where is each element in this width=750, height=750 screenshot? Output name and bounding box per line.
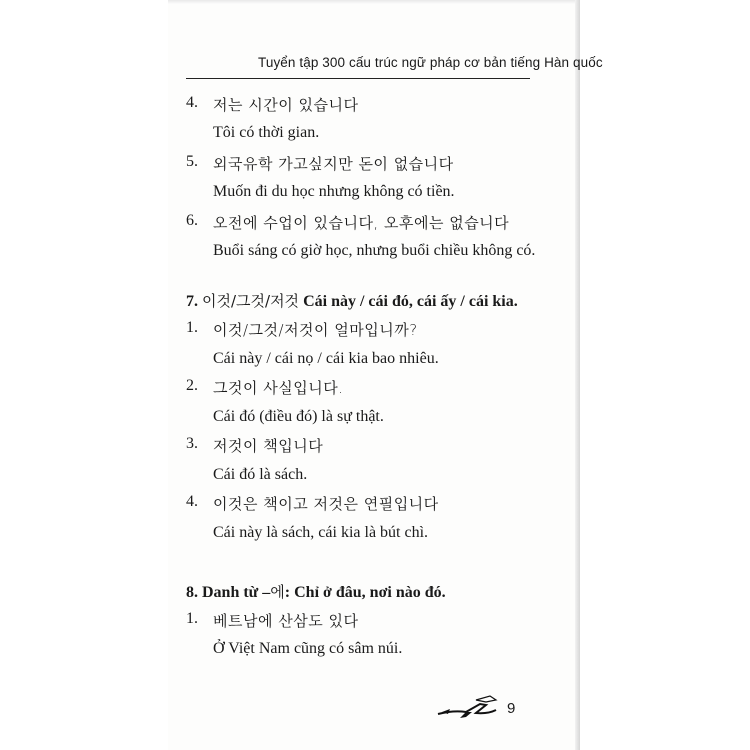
- vietnamese-translation: Muốn đi du học nhưng không có tiền.: [213, 183, 455, 200]
- vietnamese-translation: Cái đó (điều đó) là sự thật.: [213, 408, 384, 425]
- korean-sentence: 이것은 책이고 저것은 연필입니다: [213, 495, 439, 513]
- korean-sentence: 오전에 수업이 있습니다, 오후에는 없습니다: [213, 214, 510, 232]
- vietnamese-translation: Cái này / cái nọ / cái kia bao nhiêu.: [213, 350, 439, 367]
- korean-sentence: 저것이 책입니다: [213, 437, 324, 455]
- page-number: 9: [507, 700, 516, 717]
- item-number: 1.: [186, 610, 198, 627]
- section-heading: [186, 581, 446, 602]
- page-edge: [575, 0, 580, 750]
- item-number: 2.: [186, 377, 198, 394]
- section-korean-term: 에: [270, 583, 285, 601]
- header-rule: [186, 78, 530, 79]
- vietnamese-translation: Cái này là sách, cái kia là bút chì.: [213, 524, 429, 541]
- korean-sentence: 그것이 사실입니다.: [213, 379, 344, 397]
- vietnamese-translation: Tôi có thời gian.: [213, 124, 320, 141]
- section-heading: [186, 290, 518, 311]
- korean-sentence: 이것/그것/저것이 얼마입니까?: [213, 321, 418, 339]
- vietnamese-translation: Ở Việt Nam cũng có sâm núi.: [213, 640, 403, 657]
- korean-sentence: 베트남에 산삼도 있다: [213, 612, 359, 630]
- section-number: 7.: [186, 293, 198, 310]
- korean-sentence: 저는 시간이 있습니다: [213, 96, 359, 114]
- section-korean-term: 이것/그것/저것: [202, 292, 300, 310]
- item-number: 4.: [186, 493, 198, 510]
- running-header: Tuyển tập 300 cấu trúc ngữ pháp cơ bản tiếng Hàn quốc: [258, 55, 603, 70]
- item-number: 5.: [186, 153, 198, 170]
- item-number: 4.: [186, 94, 198, 111]
- item-number: 6.: [186, 212, 198, 229]
- korean-sentence: 외국유학 가고싶지만 돈이 없습니다: [213, 155, 454, 173]
- item-number: 3.: [186, 435, 198, 452]
- section-prefix: 8. Danh từ –: [186, 584, 271, 601]
- section-vietnamese-meaning: : Chỉ ở đâu, nơi nào đó.: [284, 584, 446, 601]
- airplane-ornament-icon: [436, 692, 504, 720]
- vietnamese-translation: Cái đó là sách.: [213, 466, 308, 483]
- item-number: 1.: [186, 319, 198, 336]
- page-top-shadow: [168, 0, 580, 4]
- section-vietnamese-meaning: Cái này / cái đó, cái ấy / cái kia.: [303, 293, 518, 310]
- vietnamese-translation: Buổi sáng có giờ học, nhưng buổi chiều không có.: [213, 242, 536, 259]
